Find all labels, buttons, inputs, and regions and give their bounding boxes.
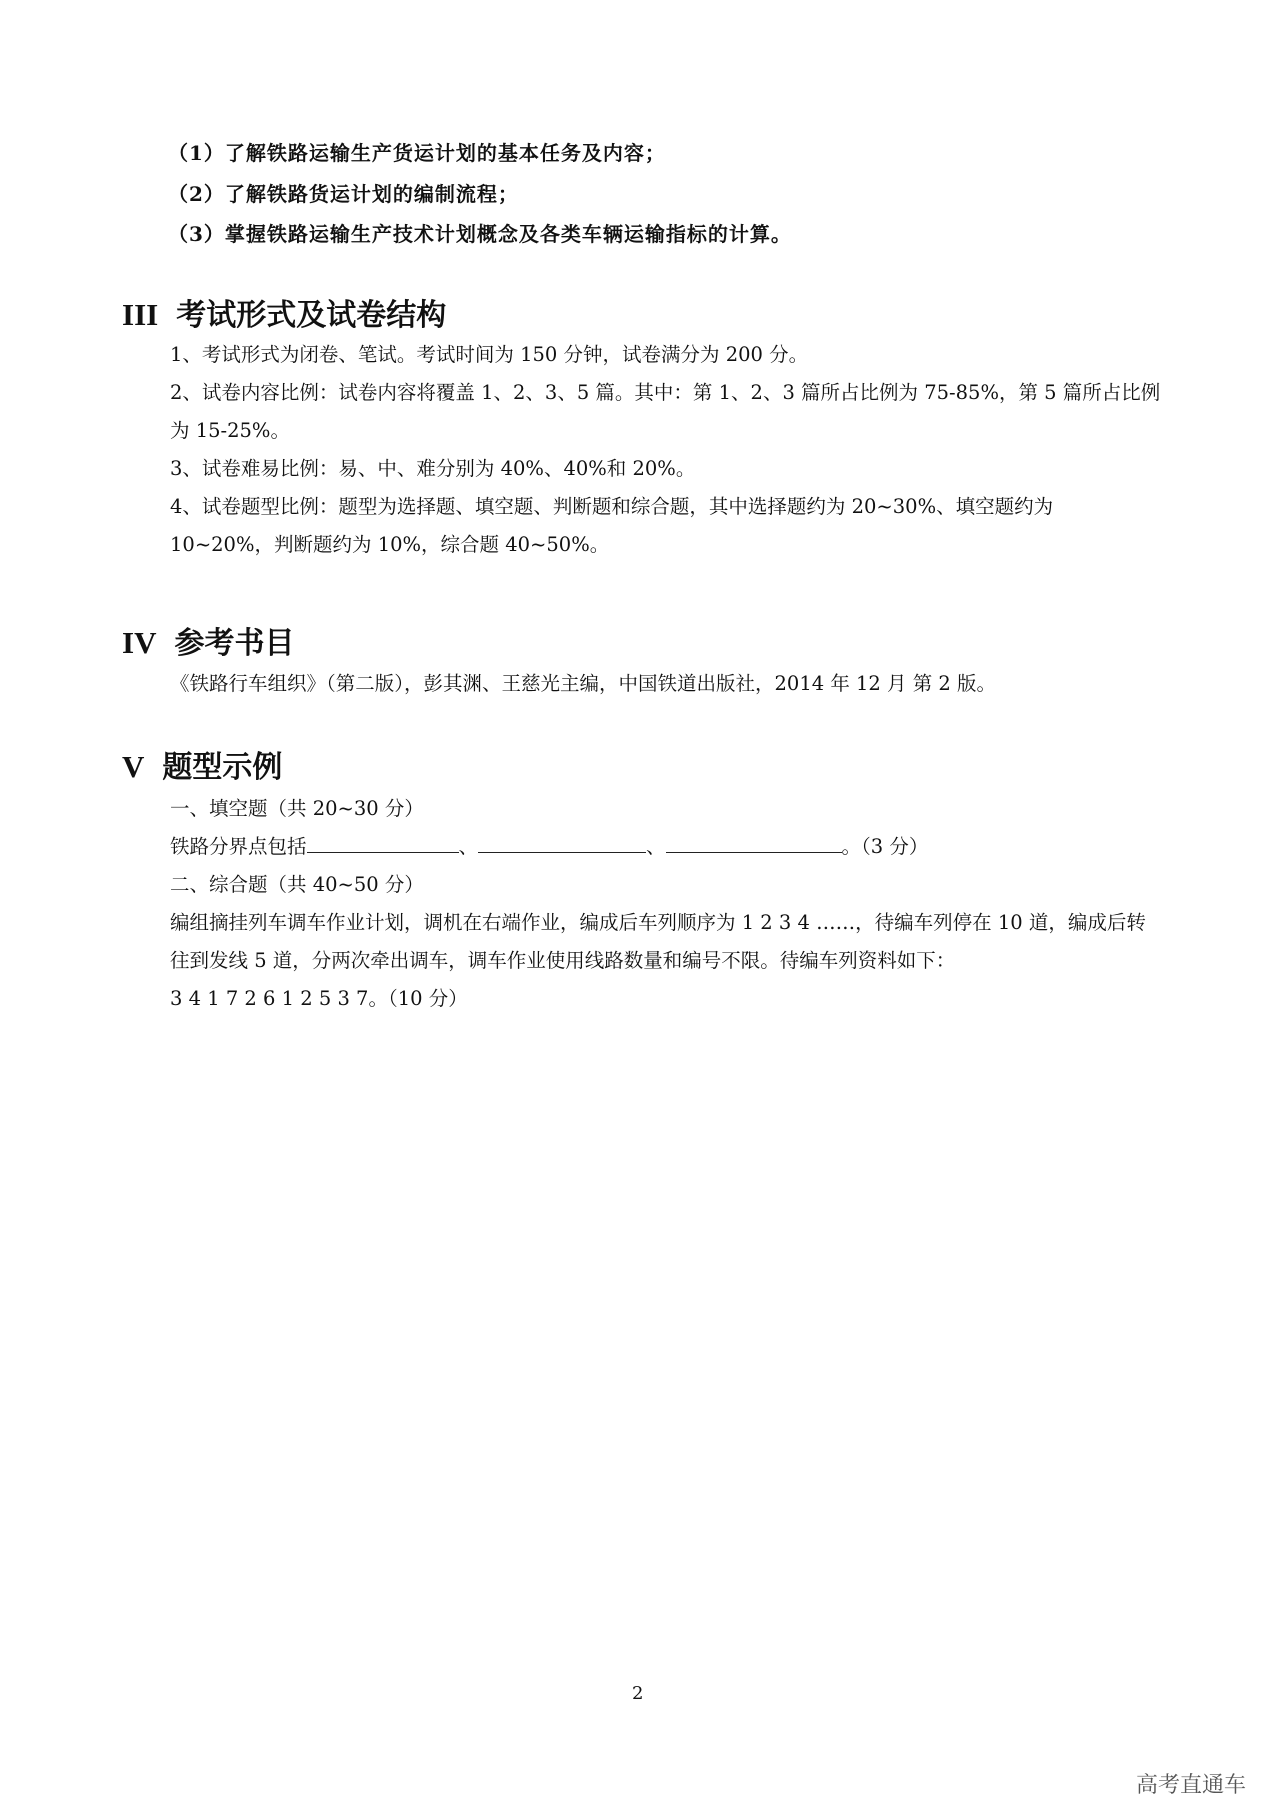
question-examples: [122, 790, 1162, 1018]
comprehensive-data: 3 4 1 7 2 6 1 2 5 3 7。（10 分）: [170, 987, 468, 1010]
reference-book: [122, 665, 1162, 703]
answer-blank-1: [307, 832, 459, 853]
blank-separator: 、: [646, 835, 666, 858]
comprehensive-heading: 二、综合题（共 40~50 分）: [170, 873, 424, 896]
goal-item-1: （1）了解铁路运输生产货运计划的基本任务及内容；: [168, 141, 666, 165]
section-heading-3: [122, 290, 446, 334]
goal-item-2: （2）了解铁路货运计划的编制流程；: [168, 182, 519, 206]
exam-format-item-1: 1、考试形式为闭卷、笔试。考试时间为 150 分钟，试卷满分为 200 分。: [170, 343, 809, 366]
blank-separator: 、: [458, 835, 479, 858]
section-number: IV: [122, 625, 157, 660]
section-number: V: [122, 749, 145, 784]
reference-book-text: 《铁路行车组织》（第二版），彭其渊、王慈光主编，中国铁道出版社，2014 年 12 月 第 2 版。: [170, 672, 997, 695]
section-title: 题型示例: [162, 750, 283, 785]
fill-blank-heading: 一、填空题（共 20~30 分）: [170, 797, 424, 820]
section-heading-5: [122, 742, 282, 786]
exam-format-item-4: 4、试卷题型比例：题型为选择题、填空题、判断题和综合题，其中选择题约为 20~30%、填空题约为 10~20%，判断题约为 10%，综合题 40~50%。: [170, 495, 1054, 556]
answer-blank-3: [666, 832, 842, 853]
watermark: 高考直通车: [1135, 1773, 1246, 1798]
fill-blank-end: 。（3 分）: [841, 835, 929, 858]
answer-blank-2: [478, 832, 646, 853]
section-title: 参考书目: [174, 626, 295, 661]
goal-item-3: （3）掌握铁路运输生产技术计划概念及各类车辆运输指标的计算。: [168, 222, 792, 246]
fill-blank-question: [122, 828, 1162, 866]
exam-format-list: [122, 336, 1162, 564]
fill-blank-prefix: 铁路分界点包括: [170, 835, 307, 858]
section-title: 考试形式及试卷结构: [176, 298, 447, 333]
section-heading-4: [122, 618, 294, 662]
page-number: 2: [632, 1683, 644, 1704]
comprehensive-question: 编组摘挂列车调车作业计划，调机在右端作业，编成后车列顺序为 1 2 3 4 ……，待编车列停在 10 道，编成后转往到发线 5 道，分两次牵出调车，调车作业使用线路数量和编号不限。待编车列资料如下：: [170, 911, 1146, 972]
section-number: III: [122, 297, 159, 332]
exam-format-item-3: 3、试卷难易比例：易、中、难分别为 40%、40%和 20%。: [170, 457, 696, 480]
exam-format-item-2: 2、试卷内容比例：试卷内容将覆盖 1、2、3、5 篇。其中：第 1、2、3 篇所占比例为 75-85%，第 5 篇所占比例为 15-25%。: [170, 381, 1161, 442]
